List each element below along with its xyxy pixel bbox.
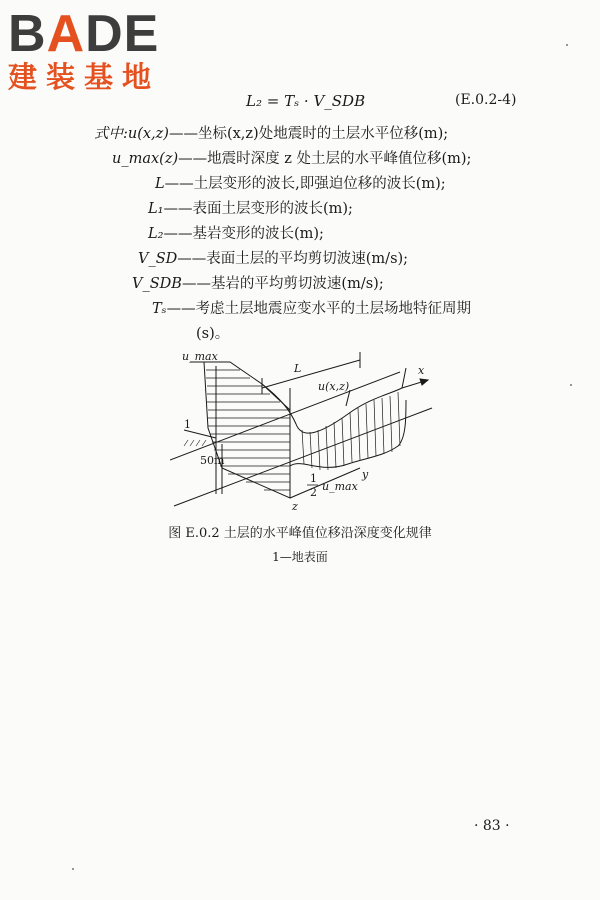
logo-letters-de: DE: [85, 5, 160, 63]
definition-text: 基岩变形的波长(m);: [192, 226, 324, 242]
definition-text: 基岩的平均剪切波速(m/s);: [210, 276, 384, 292]
ground-surface-marker: 1: [184, 418, 191, 431]
definition-dash: ——: [181, 276, 211, 292]
figure-caption: 图 E.0.2 土层的水平峰值位移沿深度变化规律: [168, 526, 432, 541]
definition-row: [196, 322, 229, 343]
formula-number: (E.0.2-4): [455, 92, 517, 108]
definition-symbol: V_SD: [138, 251, 178, 267]
displacement-label: u(x,z): [318, 380, 350, 393]
z-axis-label: z: [292, 500, 298, 513]
definition-row: [152, 297, 471, 318]
scan-speck: [72, 868, 74, 870]
definition-dash: ——: [164, 176, 194, 192]
definition-text: 考虑土层地震应变水平的土层场地特征周期: [195, 301, 472, 317]
definition-text: 表面土层变形的波长(m);: [192, 201, 353, 217]
definition-row: [112, 147, 471, 168]
ground-line-back: [170, 372, 400, 460]
y-axis-label: y: [362, 468, 369, 481]
left-hatched-wedge: [204, 362, 290, 498]
ground-ticks: [184, 440, 206, 446]
x-axis-label: x: [418, 364, 425, 377]
formula: L₂ = Tₛ · V_SDB: [246, 92, 366, 110]
definition-symbol: 式中:u(x,z): [94, 126, 169, 142]
definition-row: [155, 172, 446, 193]
depth-label: 50m: [200, 454, 225, 467]
logo-wordmark: [8, 6, 178, 62]
definition-dash: ——: [177, 251, 207, 267]
definition-dash: ——: [168, 126, 198, 142]
half-denominator: 2: [310, 486, 317, 499]
wavelength-label: L: [294, 362, 302, 375]
definition-text: 土层变形的波长,即强迫位移的波长(m);: [193, 176, 446, 192]
definition-dash: ——: [166, 301, 196, 317]
definition-text: 坐标(x,z)处地震时的土层水平位移(m);: [197, 126, 449, 142]
scan-speck: [570, 384, 572, 386]
definition-text: 表面土层的平均剪切波速(m/s);: [206, 251, 409, 267]
figure-diagram: [170, 348, 440, 513]
definition-row: [132, 272, 384, 293]
definition-dash: ——: [178, 151, 208, 167]
scan-speck: [566, 44, 568, 46]
definition-row: [148, 197, 353, 218]
definition-symbol: V_SDB: [132, 276, 182, 292]
logo-subtitle: 建装基地: [8, 60, 161, 94]
definition-symbol: u_max(z): [112, 151, 179, 167]
logo-letter-a: A: [46, 5, 86, 63]
bottom-wave-curve: [290, 400, 406, 467]
figure-note: 1—地表面: [272, 550, 328, 564]
definition-dash: ——: [163, 201, 193, 217]
definition-symbol: Tₛ: [152, 301, 167, 317]
half-umax-label: u_max: [322, 480, 358, 493]
logo-letter-b: B: [8, 5, 47, 63]
x-axis-arrowhead: [420, 379, 428, 385]
half-numerator: 1: [310, 472, 317, 485]
logo: [8, 6, 178, 94]
definition-symbol: L: [155, 176, 165, 192]
page-number: · 83 ·: [474, 818, 510, 834]
definition-text: (s)。: [196, 326, 230, 342]
definition-row: [138, 247, 408, 268]
definition-row: [148, 222, 324, 243]
definition-text: 地震时深度 z 处土层的水平峰值位移(m);: [207, 151, 472, 167]
definition-row: [94, 122, 448, 143]
definition-dash: ——: [163, 226, 193, 242]
definition-symbol: L₂: [148, 226, 164, 242]
definition-symbol: L₁: [148, 201, 164, 217]
umax-label: u_max: [182, 350, 218, 363]
